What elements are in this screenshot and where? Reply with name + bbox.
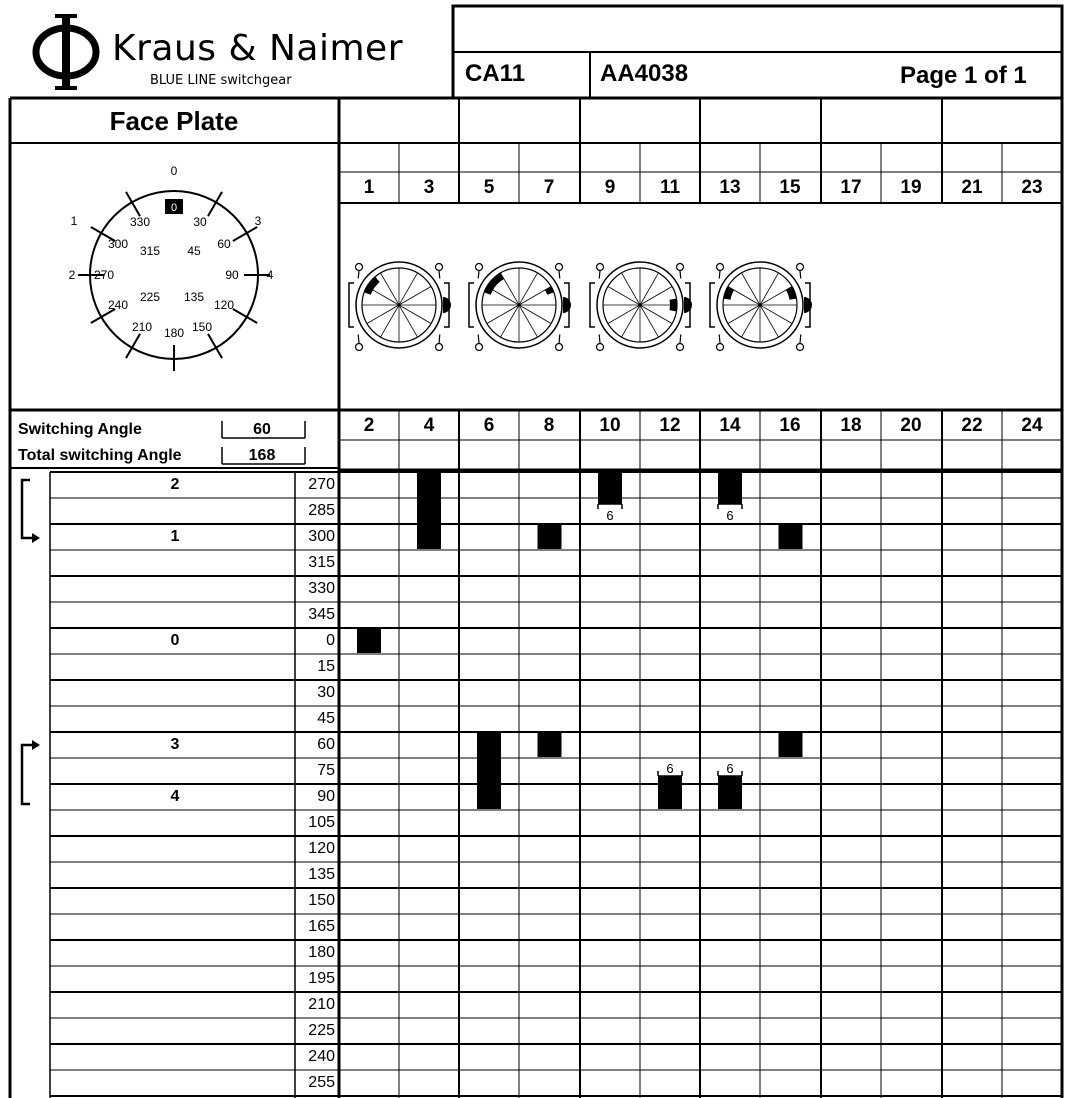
row-angle: 30 bbox=[317, 684, 335, 701]
terminal-top-9: 9 bbox=[604, 177, 616, 198]
dial-position-label: 2 bbox=[68, 268, 76, 282]
stop-bracket-top bbox=[22, 480, 38, 538]
row-angle: 45 bbox=[317, 710, 335, 727]
terminal-bottom-22: 22 bbox=[961, 415, 983, 436]
row-position: 3 bbox=[170, 736, 180, 753]
dial-angle-label: 60 bbox=[217, 237, 231, 251]
dial-angle-label: 225 bbox=[139, 290, 161, 304]
dial-angle-label: 120 bbox=[213, 298, 235, 312]
dial-angle-label: 150 bbox=[191, 320, 213, 334]
row-angle: 240 bbox=[308, 1048, 335, 1065]
dial-angle-label: 240 bbox=[107, 298, 129, 312]
arrow-right-icon bbox=[32, 740, 40, 750]
dial-angle-label: 180 bbox=[163, 326, 185, 340]
terminal-top-23: 23 bbox=[1021, 177, 1043, 198]
row-angle: 330 bbox=[308, 580, 335, 597]
contact-mark-9-10 bbox=[598, 473, 622, 523]
contact-mark-3-4 bbox=[417, 473, 441, 549]
row-position: 1 bbox=[170, 528, 180, 545]
contact-mark-7-8 bbox=[538, 733, 562, 757]
arrow-right-icon bbox=[32, 533, 40, 543]
row-angle: 0 bbox=[326, 632, 335, 649]
row-position: 2 bbox=[170, 476, 180, 493]
cam-diagram bbox=[469, 262, 571, 351]
terminal-top-7: 7 bbox=[543, 177, 555, 198]
brand-subtitle: BLUE LINE switchgear bbox=[150, 73, 292, 88]
page-indicator: Page 1 of 1 bbox=[900, 62, 1027, 89]
overlap-note: 6 bbox=[606, 508, 614, 523]
row-angle: 255 bbox=[308, 1074, 335, 1091]
row-angle: 285 bbox=[308, 502, 335, 519]
contact-mark-15-16 bbox=[779, 525, 803, 549]
terminal-bottom-24: 24 bbox=[1021, 415, 1043, 436]
terminal-bottom-4: 4 bbox=[423, 415, 435, 436]
row-angle: 120 bbox=[308, 840, 335, 857]
switching-angle-label: Switching Angle bbox=[18, 421, 142, 438]
dial-angle-label: 210 bbox=[131, 320, 153, 334]
dial-angle-label: 30 bbox=[193, 215, 207, 229]
row-angle: 345 bbox=[308, 606, 335, 623]
stop-bracket-bottom bbox=[22, 745, 38, 804]
svg-text:0: 0 bbox=[170, 202, 178, 214]
terminal-bottom-18: 18 bbox=[840, 415, 862, 436]
switching-angle-value: 60 bbox=[253, 421, 271, 438]
row-angle: 105 bbox=[308, 814, 335, 831]
contact-mark-1-2 bbox=[357, 629, 381, 653]
dial-position-label: 3 bbox=[254, 214, 262, 228]
terminal-top-21: 21 bbox=[961, 177, 983, 198]
terminal-bottom-16: 16 bbox=[779, 415, 801, 436]
row-angle: 225 bbox=[308, 1022, 335, 1039]
row-angle: 165 bbox=[308, 918, 335, 935]
face-plate-title: Face Plate bbox=[109, 106, 239, 136]
series-code: CA11 bbox=[465, 60, 526, 87]
row-angle: 180 bbox=[308, 944, 335, 961]
dial-angle-label: 90 bbox=[225, 268, 239, 282]
dial-angle-label: 330 bbox=[129, 215, 151, 229]
terminal-bottom-20: 20 bbox=[900, 415, 922, 436]
dial-angle-label: 270 bbox=[93, 268, 115, 282]
dial-angle-label: 300 bbox=[107, 237, 129, 251]
terminal-top-17: 17 bbox=[840, 177, 862, 198]
terminal-bottom-12: 12 bbox=[659, 415, 681, 436]
row-angle: 195 bbox=[308, 970, 335, 987]
terminal-top-13: 13 bbox=[719, 177, 741, 198]
row-angle: 60 bbox=[317, 736, 335, 753]
terminal-top-11: 11 bbox=[659, 177, 681, 198]
terminal-top-3: 3 bbox=[423, 177, 435, 198]
terminal-top-15: 15 bbox=[779, 177, 801, 198]
overlap-note: 6 bbox=[666, 761, 674, 776]
row-angle: 15 bbox=[317, 658, 335, 675]
contact-diagrams bbox=[349, 262, 812, 351]
row-angle: 75 bbox=[317, 762, 335, 779]
row-position: 4 bbox=[170, 788, 180, 805]
dial-angle-label: 45 bbox=[187, 244, 201, 258]
face-plate-dial bbox=[69, 164, 274, 371]
contact-mark-13-14 bbox=[718, 473, 742, 523]
terminal-bottom-6: 6 bbox=[483, 415, 495, 436]
terminal-bottom-14: 14 bbox=[719, 415, 741, 436]
row-angle: 210 bbox=[308, 996, 335, 1013]
dial-angle-label: 315 bbox=[139, 244, 161, 258]
brand-name: Kraus & Naimer bbox=[112, 28, 404, 69]
dial-position-label: 4 bbox=[266, 268, 274, 282]
dial-angle-label: 135 bbox=[183, 290, 205, 304]
terminal-top-1: 1 bbox=[363, 177, 375, 198]
program-code: AA4038 bbox=[600, 60, 689, 87]
cam-diagram bbox=[710, 262, 812, 351]
terminal-top-19: 19 bbox=[900, 177, 922, 198]
total-switching-angle-value: 168 bbox=[248, 447, 276, 464]
row-angle: 150 bbox=[308, 892, 335, 909]
contact-mark-7-8 bbox=[538, 525, 562, 549]
overlap-note: 6 bbox=[726, 761, 734, 776]
overlap-note: 6 bbox=[726, 508, 734, 523]
stop-brackets bbox=[22, 480, 40, 804]
row-angle: 300 bbox=[308, 528, 335, 545]
dial-position-label: 1 bbox=[70, 214, 78, 228]
contact-mark-13-14 bbox=[718, 761, 742, 809]
row-angle: 90 bbox=[317, 788, 335, 805]
terminal-top-5: 5 bbox=[483, 177, 495, 198]
row-angle: 270 bbox=[308, 476, 335, 493]
cam-diagram bbox=[590, 262, 692, 351]
row-angle: 315 bbox=[308, 554, 335, 571]
row-position: 0 bbox=[170, 632, 180, 649]
terminal-bottom-2: 2 bbox=[363, 415, 375, 436]
contact-mark-5-6 bbox=[477, 733, 501, 809]
contact-mark-11-12 bbox=[658, 761, 682, 809]
dial-position-label: 0 bbox=[170, 164, 178, 178]
terminal-bottom-8: 8 bbox=[543, 415, 555, 436]
contact-mark-15-16 bbox=[779, 733, 803, 757]
kraus-naimer-logo-icon bbox=[30, 12, 102, 92]
cam-diagram bbox=[349, 262, 451, 351]
total-switching-angle-label: Total switching Angle bbox=[18, 447, 182, 464]
row-angle: 135 bbox=[308, 866, 335, 883]
terminal-bottom-10: 10 bbox=[599, 415, 621, 436]
